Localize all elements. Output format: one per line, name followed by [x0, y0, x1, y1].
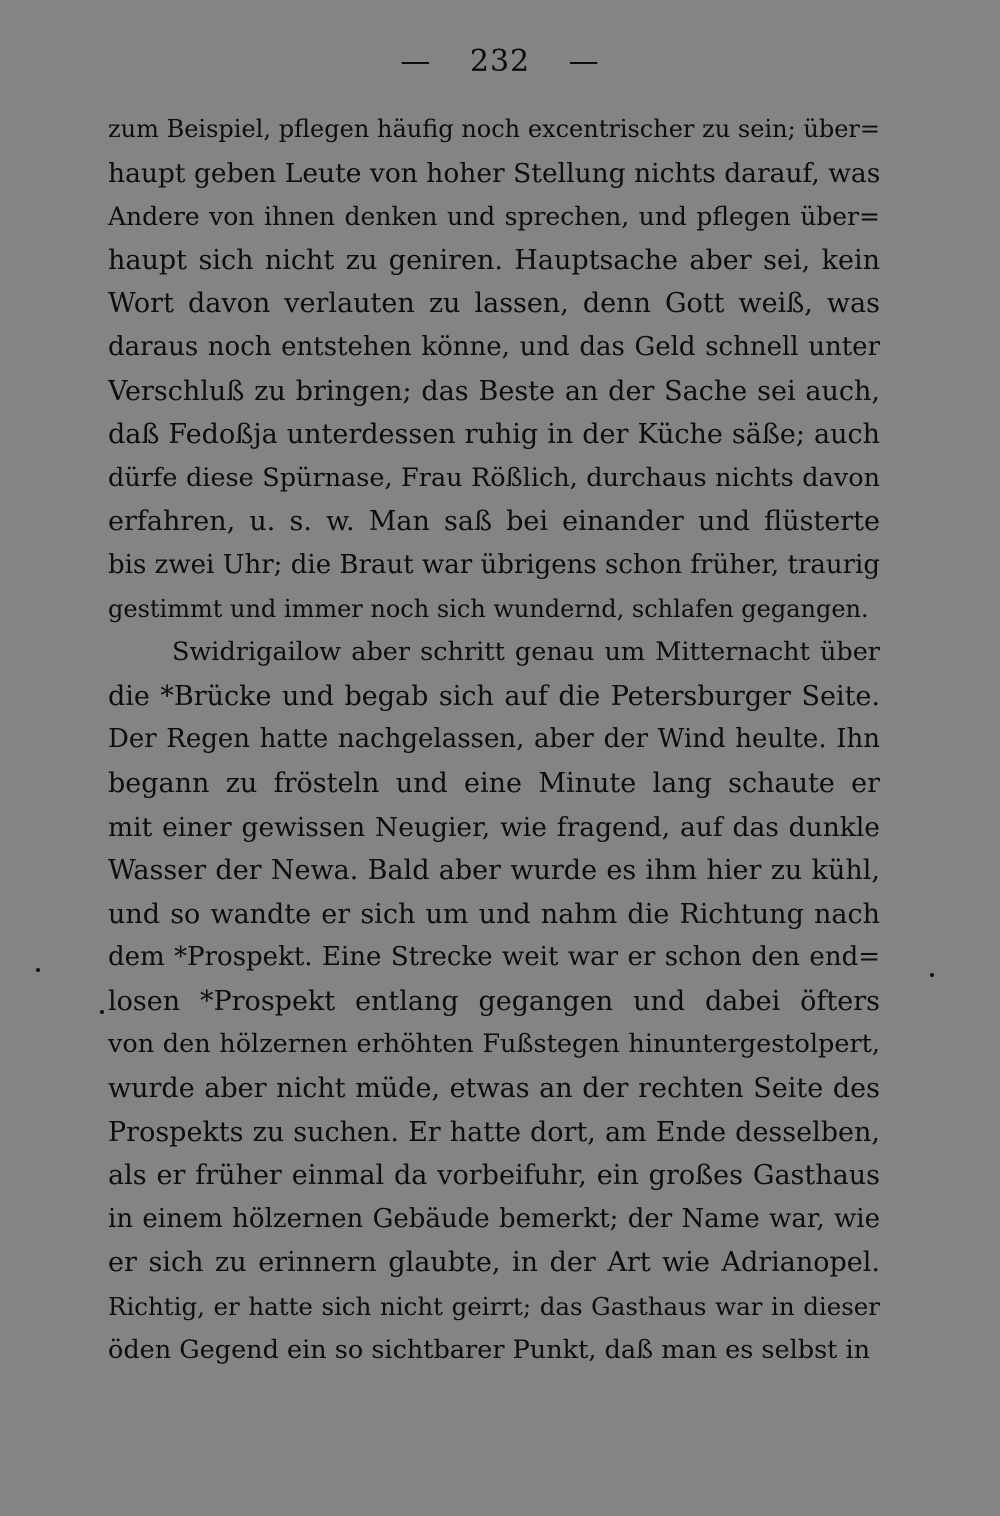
text-line: mit einer gewissen Neugier, wie fragend, auf das dunkle [108, 811, 880, 843]
header-dash-right: — [568, 44, 600, 79]
text-line: erfahren, u. s. w. Man saß bei einander und flüsterte [108, 506, 880, 538]
text-line: öden Gegend ein so sichtbarer Punkt, daß man es selbst in [108, 1334, 871, 1365]
text-line: Richtig, er hatte sich nicht geirrt; das Gasthaus war in dieser [108, 1292, 880, 1322]
text-line: wurde aber nicht müde, etwas an der rechten Seite des [108, 1073, 880, 1105]
scan-speck [100, 1010, 104, 1014]
text-line: als er früher einmal da vorbeifuhr, ein großes Gasthaus [108, 1160, 880, 1192]
text-line: Wasser der Newa. Bald aber wurde es ihm hier zu kühl, [108, 855, 880, 887]
body-text [108, 108, 880, 1372]
text-line: Der Regen hatte nachgelassen, aber der Wind heulte. Ihn [108, 724, 880, 755]
text-line: Prospekts zu suchen. Er hatte dort, am Ende desselben, [108, 1116, 880, 1148]
text-line: zum Beispiel, pflegen häufig noch excentrischer zu sein; über= [108, 115, 880, 143]
text-line: dem *Prospekt. Eine Strecke weit war er schon den end= [108, 942, 880, 973]
text-line: begann zu frösteln und eine Minute lang schaute er [108, 767, 880, 799]
page-number: 232 [469, 44, 531, 79]
page-header [0, 44, 1000, 79]
text-line: dürfe diese Spürnase, Frau Rößlich, durchaus nichts davon [108, 462, 880, 493]
text-line: haupt sich nicht zu geniren. Hauptsache aber sei, kein [108, 244, 880, 276]
text-line: losen *Prospekt entlang gegangen und dabei öfters [108, 985, 880, 1017]
text-line: gestimmt und immer noch sich wundernd, schlafen gegangen. [108, 594, 869, 623]
text-line: er sich zu erinnern glaubte, in der Art wie Adrianopel. [108, 1247, 880, 1279]
text-line: in einem hölzernen Gebäude bemerkt; der Name war, wie [108, 1203, 880, 1234]
text-line: die *Brücke und begab sich auf die Petersburger Seite. [108, 680, 880, 712]
text-line: Verschluß zu bringen; das Beste an der Sache sei auch, [108, 375, 880, 407]
text-line: und so wandte er sich um und nahm die Richtung nach [108, 898, 880, 930]
text-line: daraus noch entstehen könne, und das Geld schnell unter [108, 331, 880, 362]
scan-speck [36, 968, 40, 972]
text-line: bis zwei Uhr; die Braut war übrigens schon früher, traurig [108, 549, 880, 580]
header-dash-left: — [400, 44, 432, 79]
text-line: Wort davon verlauten zu lassen, denn Gott weiß, was [108, 288, 880, 320]
scan-speck [930, 973, 934, 977]
text-line: von den hölzernen erhöhten Fußstegen hinuntergestolpert, [108, 1029, 880, 1060]
text-line: Swidrigailow aber schritt genau um Mitternacht über [172, 637, 880, 668]
text-line: daß Fedoßja unterdessen ruhig in der Küche säße; auch [108, 419, 880, 451]
text-line: Andere von ihnen denken und sprechen, und pflegen über= [108, 202, 880, 232]
text-line: haupt geben Leute von hoher Stellung nichts darauf, was [108, 157, 880, 189]
